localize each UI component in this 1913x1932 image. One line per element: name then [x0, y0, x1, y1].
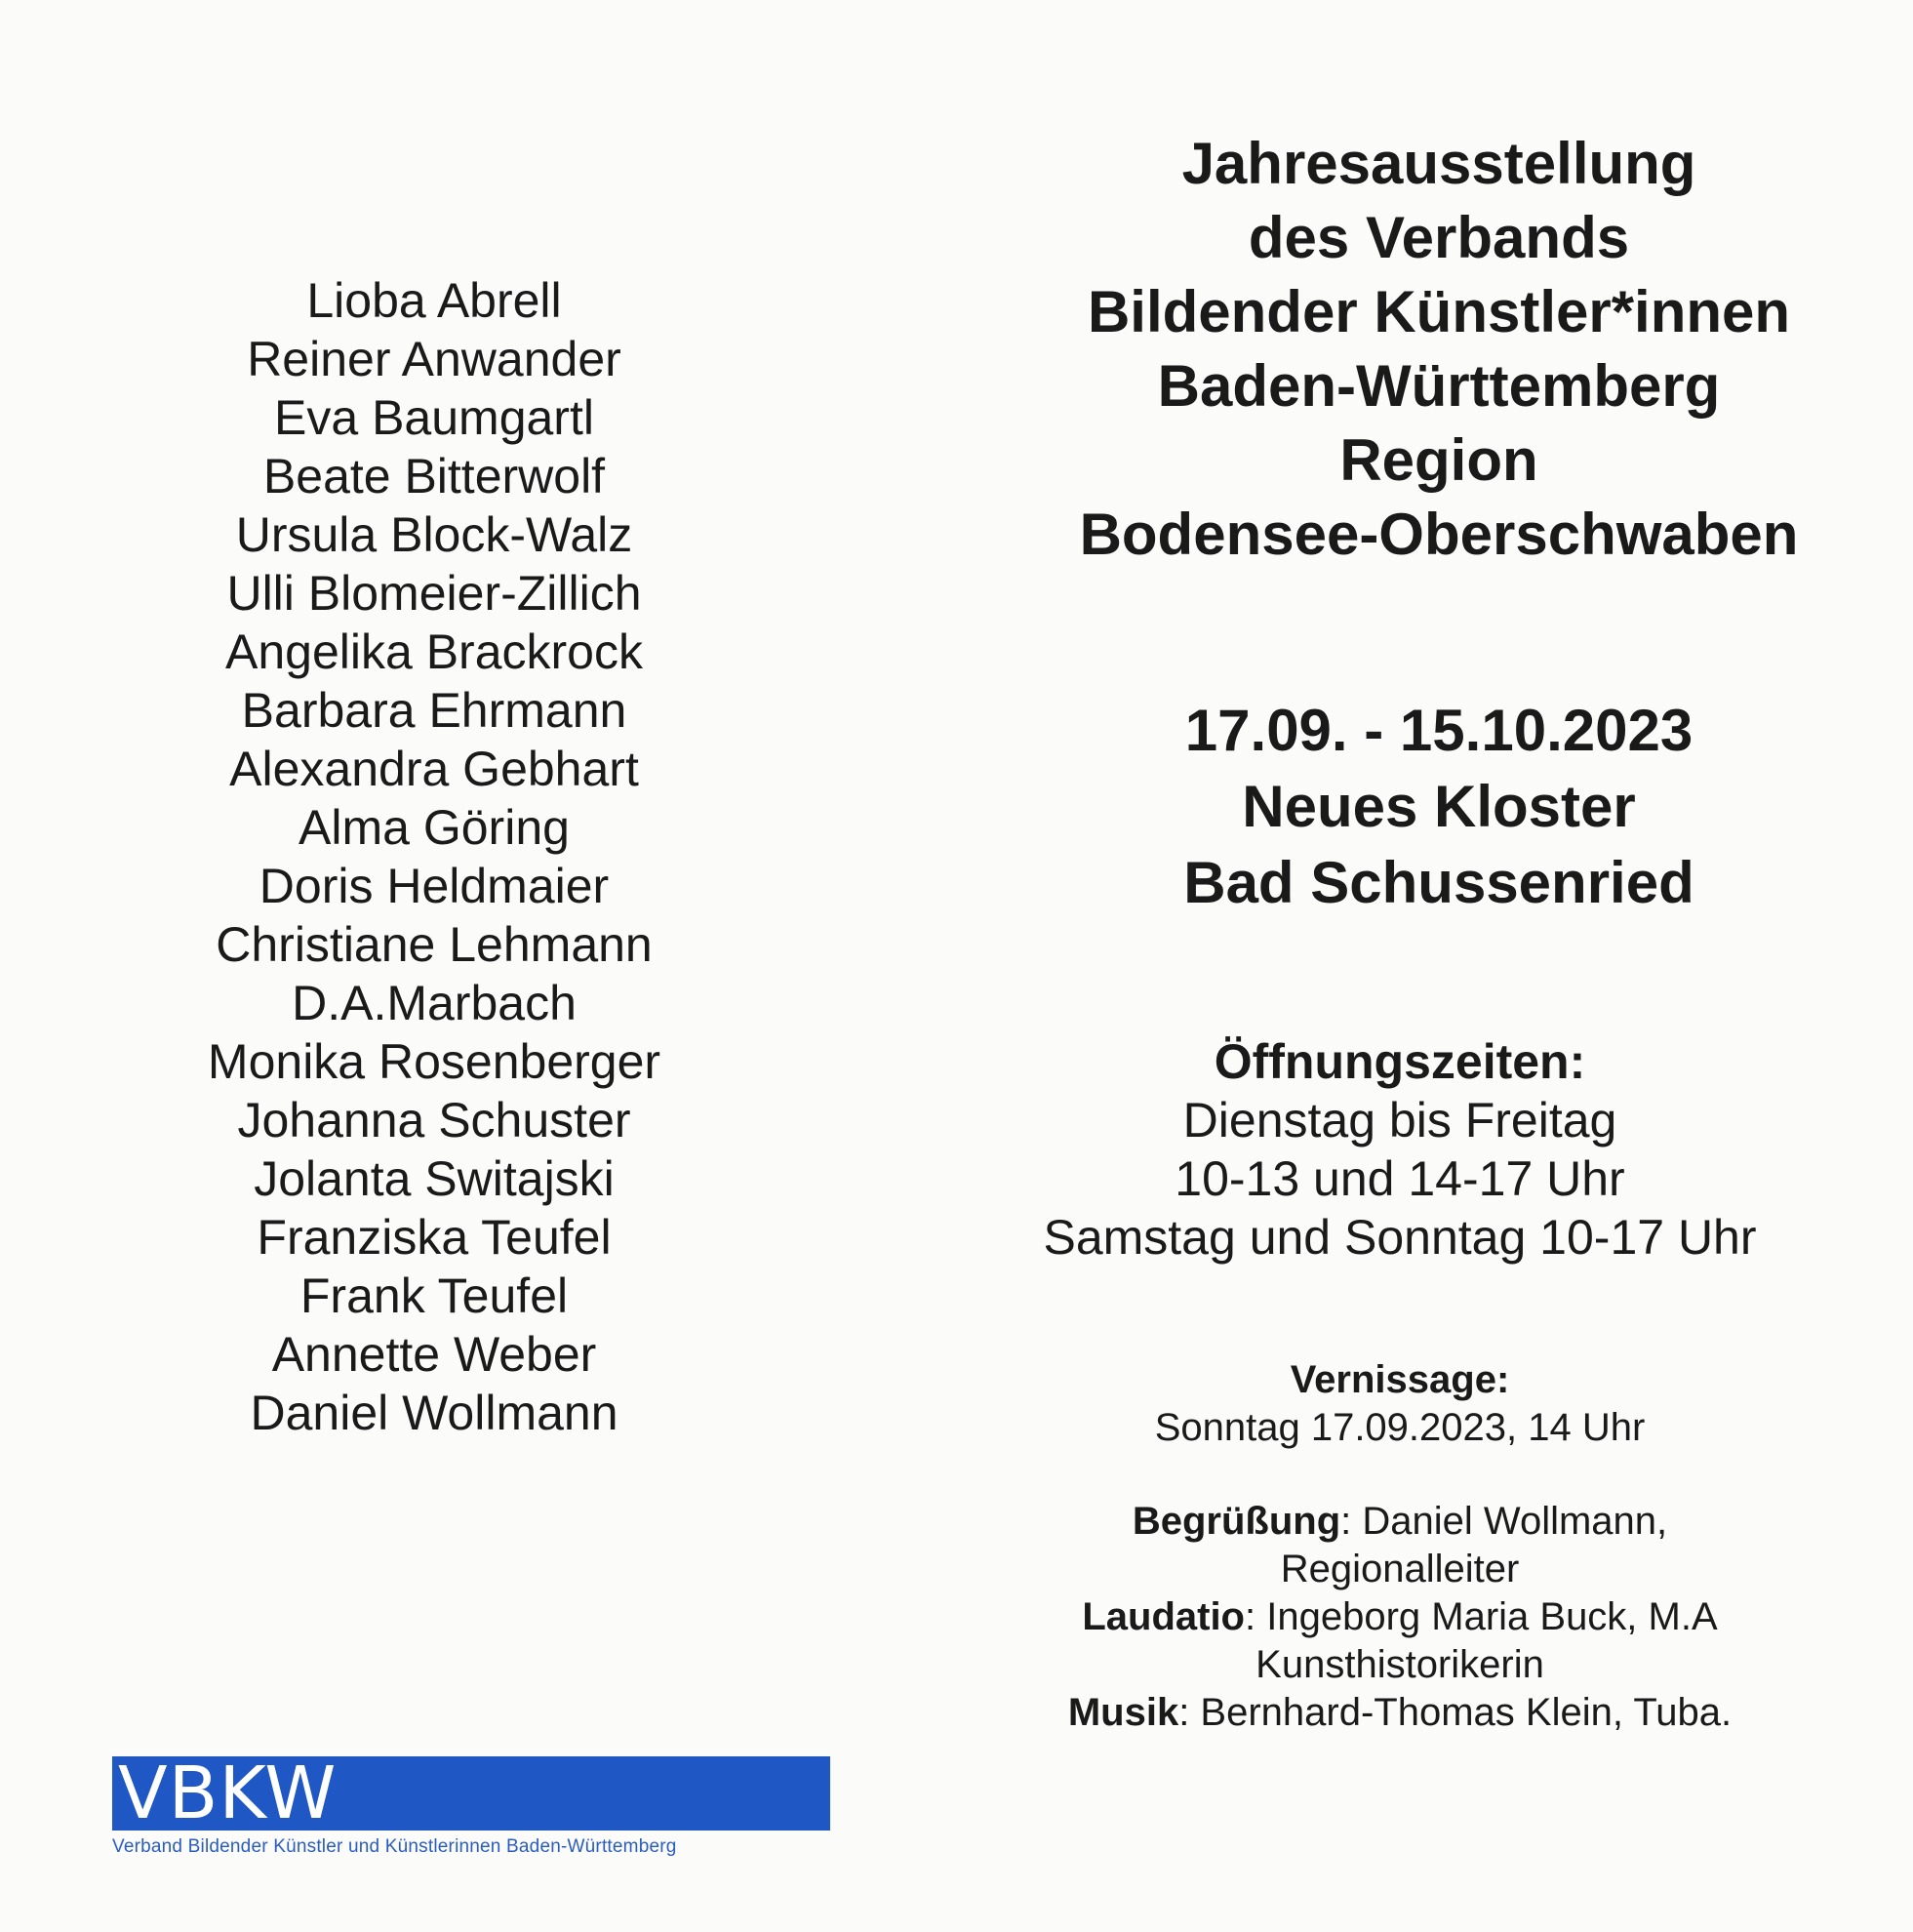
- artist-name: Barbara Ehrmann: [241, 683, 627, 738]
- opening-hours-line: 10-13 und 14-17 Uhr: [1175, 1151, 1625, 1206]
- opening-hours-line: Samstag und Sonntag 10-17 Uhr: [1043, 1210, 1757, 1265]
- title-line: Region: [1339, 427, 1538, 493]
- greeting-role: Regionalleiter: [1280, 1548, 1520, 1590]
- logo-bar: [112, 1751, 830, 1835]
- laudatio-role: Kunsthistorikerin: [1255, 1643, 1544, 1686]
- artist-name: Eva Baumgartl: [274, 390, 594, 445]
- artist-name: Alexandra Gebhart: [229, 742, 639, 796]
- program-credits: [985, 1498, 1814, 1737]
- music-line: [985, 1689, 1814, 1737]
- title-line: Baden-Württemberg: [1157, 353, 1721, 419]
- greeting-text: : Daniel Wollmann,: [1340, 1500, 1668, 1543]
- artist-name: Alma Göring: [299, 800, 570, 855]
- laudatio-text: : Ingeborg Maria Buck, M.A: [1245, 1595, 1718, 1638]
- artist-name: Monika Rosenberger: [207, 1034, 661, 1089]
- music-label: Musik: [1067, 1691, 1179, 1734]
- artist-name: Angelika Brackrock: [225, 624, 643, 679]
- artist-name: Ursula Block-Walz: [235, 507, 633, 562]
- title-line: Bildender Künstler*innen: [1087, 279, 1791, 344]
- laudatio-line: [985, 1593, 1814, 1641]
- title-line: Bodensee-Oberschwaben: [1079, 502, 1799, 567]
- event-town: Bad Schussenried: [1183, 850, 1694, 915]
- event-venue: Neues Kloster: [1242, 774, 1636, 839]
- artist-name: Jolanta Switajski: [254, 1151, 615, 1206]
- title-line: des Verbands: [1248, 205, 1630, 270]
- vernissage: [985, 1356, 1814, 1452]
- artist-name: Doris Heldmaier: [259, 859, 610, 913]
- logo-caption: Verband Bildender Künstler und Künstlerinnen Baden-Württemberg: [112, 1836, 677, 1857]
- title-line: Jahresausstellung: [1181, 131, 1696, 196]
- artist-name: Lioba Abrell: [306, 273, 562, 328]
- artist-list: [93, 271, 776, 1442]
- greeting-line: [985, 1498, 1814, 1546]
- artist-name: D.A.Marbach: [292, 976, 577, 1030]
- event-details: [985, 693, 1893, 921]
- artist-name: Franziska Teufel: [257, 1210, 612, 1265]
- artist-name: Johanna Schuster: [237, 1093, 631, 1147]
- exhibition-title: [985, 127, 1893, 572]
- laudatio-label: Laudatio: [1082, 1595, 1245, 1638]
- opening-hours-heading: Öffnungszeiten:: [1214, 1034, 1586, 1089]
- artist-name: Annette Weber: [271, 1327, 597, 1382]
- vbkw-logo: [112, 1751, 830, 1858]
- opening-hours: [985, 1032, 1814, 1267]
- artist-name: Daniel Wollmann: [250, 1386, 618, 1440]
- logo-text: VBKW: [118, 1751, 338, 1835]
- greeting-label: Begrüßung: [1132, 1500, 1341, 1543]
- music-text: : Bernhard-Thomas Klein, Tuba.: [1178, 1691, 1733, 1734]
- artist-name: Frank Teufel: [299, 1268, 569, 1323]
- artist-name: Beate Bitterwolf: [262, 449, 606, 503]
- opening-hours-line: Dienstag bis Freitag: [1182, 1093, 1617, 1147]
- artist-name: Ulli Blomeier-Zillich: [226, 566, 642, 621]
- event-dates: 17.09. - 15.10.2023: [1184, 698, 1694, 763]
- vernissage-datetime: Sonntag 17.09.2023, 14 Uhr: [1154, 1406, 1646, 1449]
- artist-name: Christiane Lehmann: [216, 917, 653, 972]
- vernissage-heading: Vernissage:: [1290, 1358, 1510, 1401]
- artist-name: Reiner Anwander: [247, 332, 621, 386]
